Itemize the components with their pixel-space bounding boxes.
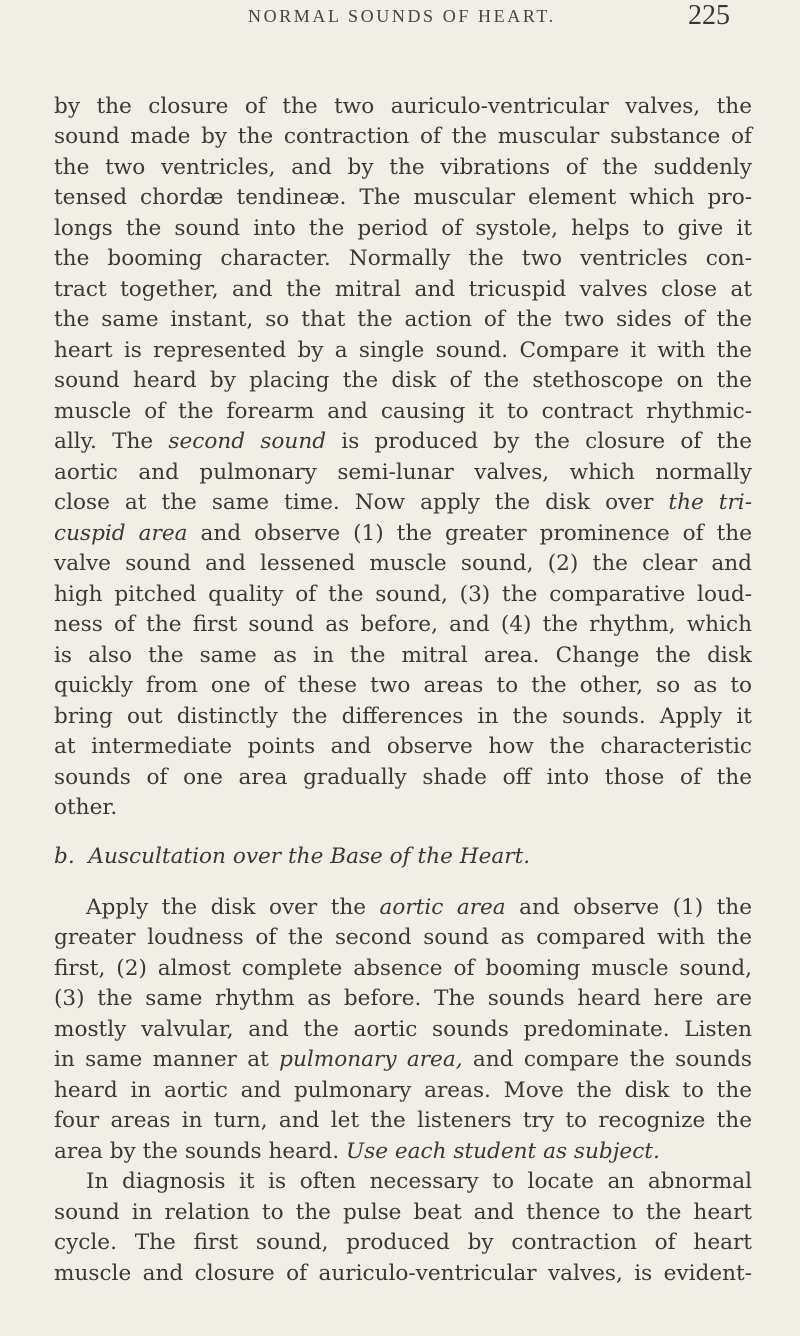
text-line: sound in relation to the pulse beat and thence to the heart [54,1200,752,1225]
text-line: valve sound and lessened muscle sound, (2) the clear and [54,551,752,576]
text-line: first, (2) almost complete absence of booming muscle sound, [54,956,752,981]
text-line: longs the sound into the period of systole, helps to give it [54,216,752,241]
text-line: mostly valvular, and the aortic sounds predominate. Listen [54,1017,752,1042]
text-line: tract together, and the mitral and tricuspid valves close at [54,277,752,302]
section-label: b. [54,844,75,869]
text-line: muscle and closure of auriculo-ventricular valves, is evident- [54,1261,752,1286]
text-line: by the closure of the two auriculo-ventricular valves, the [54,94,752,119]
text-line [86,893,752,923]
text-line: heard in aortic and pulmonary areas. Move the disk to the [54,1078,752,1103]
text-line [54,488,752,518]
text-line: high pitched quality of the sound, (3) the comparative loud- [54,582,752,607]
text-line: other. [54,795,118,820]
text-line [54,1045,752,1075]
text-line: is also the same as in the mitral area. Change the disk [54,643,752,668]
text-line: cycle. The first sound, produced by contraction of heart [54,1230,752,1255]
text-line: the same instant, so that the action of the two sides of the [54,307,752,332]
text-line: the booming character. Normally the two ventricles con- [54,246,752,271]
text-line: ness of the first sound as before, and (4) the rhythm, which [54,612,752,637]
section-heading [54,842,752,872]
running-head: NORMAL SOUNDS OF HEART. [248,6,556,26]
text-span: is produced by the closure of the [326,429,752,454]
italic-term: pulmonary area, [279,1047,463,1072]
text-span: ally. The [54,429,169,454]
text-line: aortic and pulmonary semi-lunar valves, which normally [54,460,752,485]
text-line: quickly from one of these two areas to the other, so as to [54,673,752,698]
text-span: and compare the sounds [462,1047,752,1072]
text-span: area by the sounds heard. [54,1139,346,1164]
text-line: bring out distinctly the differences in the sounds. Apply it [54,704,752,729]
italic-term: aortic area [379,895,506,920]
text-line: sound heard by placing the disk of the stethoscope on the [54,368,752,393]
italic-term: second sound [168,429,327,454]
page-number: 225 [688,0,730,31]
text-span: and observe (1) the [505,895,752,920]
text-span: Apply the disk over the [86,895,380,920]
text-line: four areas in turn, and let the listeners try to recognize the [54,1108,752,1133]
italic-term: cuspid area [54,521,188,546]
text-line: sounds of one area gradually shade off into those of the [54,765,752,790]
section-title: Auscultation over the Base of the Heart. [88,844,531,869]
text-line: In diagnosis it is often necessary to locate an abnormal [86,1169,752,1194]
text-line [54,1137,752,1167]
text-line: sound made by the contraction of the muscular substance of [54,124,752,149]
text-line [54,427,752,457]
text-span: close at the same time. Now apply the disk over [54,490,669,515]
text-line: the two ventricles, and by the vibrations of the suddenly [54,155,752,180]
text-line: muscle of the forearm and causing it to contract rhythmic- [54,399,752,424]
text-line: (3) the same rhythm as before. The sounds heard here are [54,986,752,1011]
text-line: heart is represented by a single sound. Compare it with the [54,338,752,363]
text-line: tensed chordæ tendineæ. The muscular element which pro- [54,185,752,210]
text-line: greater loudness of the second sound as compared with the [54,925,752,950]
text-line: at intermediate points and observe how the characteristic [54,734,752,759]
text-line [54,519,752,549]
italic-term: the tri- [668,490,752,515]
italic-term: Use each student as subject. [345,1139,660,1164]
text-span: in same manner at [54,1047,280,1072]
text-span: and observe (1) the greater prominence of the [187,521,752,546]
